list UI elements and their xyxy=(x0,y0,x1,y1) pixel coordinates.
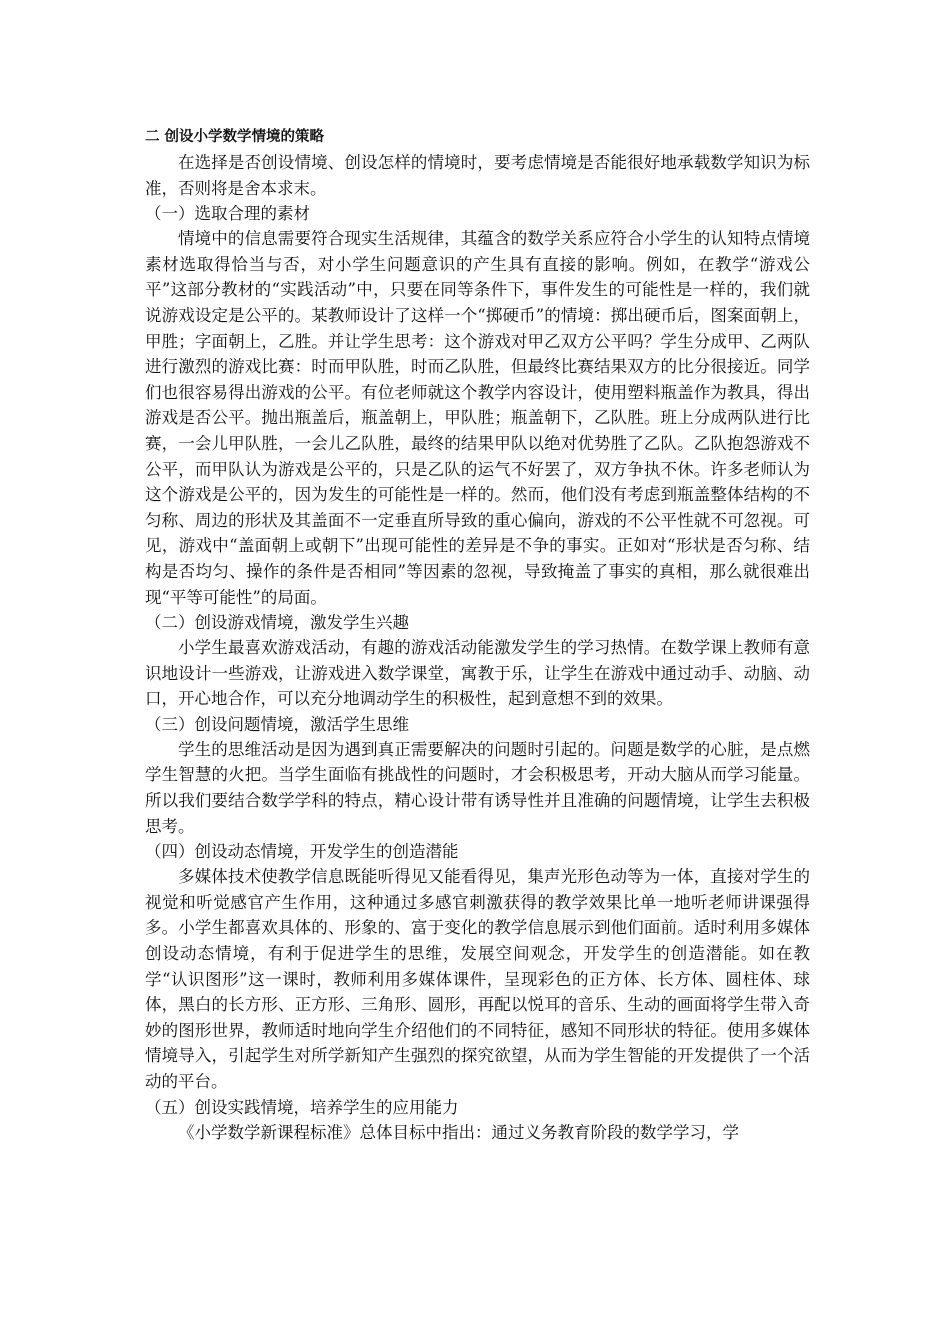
subsection-title-5: （五）创设实践情境，培养学生的应用能力 xyxy=(145,1097,459,1117)
document-page xyxy=(145,125,810,1145)
subsection-title-2: （二）创设游戏情境，激发学生兴趣 xyxy=(145,613,409,633)
subsection-title-1: （一）选取合理的素材 xyxy=(145,204,310,224)
subsection-body-3: 学生的思维活动是因为遇到真正需要解决的问题时引起的。问题是数学的心脏，是点燃学生智慧的火把。当学生面临有挑战性的问题时，才会积极思考，开动大脑从而学习能量。所以我们要结合数学学科的特点，精心设计带有诱导性并且准确的问题情境，让学生去积极思考。 xyxy=(145,739,810,836)
subsection-body-4: 多媒体技术使教学信息既能听得见又能看得见，集声光形色动等为一体，直接对学生的视觉和听觉感官产生作用，这种通过多感官刺激获得的教学效果比单一地听老师讲课强得多。小学生都喜欢具体的、形象的、富于变化的教学信息展示到他们面前。适时利用多媒体创设动态情境，有利于促进学生的思维，发展空间观念，开发学生的创造潜能。如在教学“认识图形”这一课时，教师利用多媒体课件，呈现彩色的正方体、长方体、圆柱体、球体，黑白的长方形、正方形、三角形、圆形，再配以悦耳的音乐、生动的画面将学生带入奇妙的图形世界，教师适时地向学生介绍他们的不同特征，感知不同形状的特征。使用多媒体情境导入，引起学生对所学新知产生强烈的探究欲望，从而为学生智能的开发提供了一个活动的平台。 xyxy=(145,867,810,1091)
subsection-title-3: （三）创设问题情境，激活学生思维 xyxy=(145,714,409,734)
subsection-title-4: （四）创设动态情境，开发学生的创造潜能 xyxy=(145,842,459,862)
intro-paragraph: 在选择是否创设情境、创设怎样的情境时，要考虑情境是否能很好地承载数学知识为标准，否则将是舍本求末。 xyxy=(145,153,810,198)
subsection-body-5: 《小学数学新课程标准》总体目标中指出：通过义务教育阶段的数学学习，学 xyxy=(178,1122,739,1142)
section-heading: 二 创设小学数学情境的策略 xyxy=(145,129,325,145)
subsection-body-1: 情境中的信息需要符合现实生活规律，其蕴含的数学关系应符合小学生的认知特点情境素材选取得恰当与否，对小学生问题意识的产生具有直接的影响。例如，在教学“游戏公平”这部分教材的“实践活动”中，只要在同等条件下，事件发生的可能性是一样的，我们就说游戏设定是公平的。某教师设计了这样一个“掷硬币”的情境：掷出硬币后，图案面朝上，甲胜；字面朝上，乙胜。并让学生思考：这个游戏对甲乙双方公平吗？学生分成甲、乙两队进行激烈的游戏比赛：时而甲队胜，时而乙队胜，但最终比赛结果双方的比分很接近。同学们也很容易得出游戏的公平。有位老师就这个教学内容设计，使用塑料瓶盖作为教具，得出游戏是否公平。抛出瓶盖后，瓶盖朝上，甲队胜；瓶盖朝下，乙队胜。班上分成两队进行比赛，一会儿甲队胜，一会儿乙队胜，最终的结果甲队以绝对优势胜了乙队。乙队抱怨游戏不公平，而甲队认为游戏是公平的，只是乙队的运气不好罢了，双方争执不休。许多老师认为这个游戏是公平的，因为发生的可能性是一样的。然而，他们没有考虑到瓶盖整体结构的不匀称、周边的形状及其盖面不一定垂直所导致的重心偏向，游戏的不公平性就不可忽视。可见，游戏中“盖面朝上或朝下”出现可能性的差异是不争的事实。正如对“形状是否匀称、结构是否均匀、操作的条件是否相同”等因素的忽视，导致掩盖了事实的真相，那么就很难出现“平等可能性”的局面。 xyxy=(145,229,810,607)
subsection-body-2: 小学生最喜欢游戏活动，有趣的游戏活动能激发学生的学习热情。在数学课上教师有意识地设计一些游戏，让游戏进入数学课堂，寓教于乐，让学生在游戏中通过动手、动脑、动口，开心地合作，可以充分地调动学生的积极性，起到意想不到的效果。 xyxy=(145,638,810,709)
